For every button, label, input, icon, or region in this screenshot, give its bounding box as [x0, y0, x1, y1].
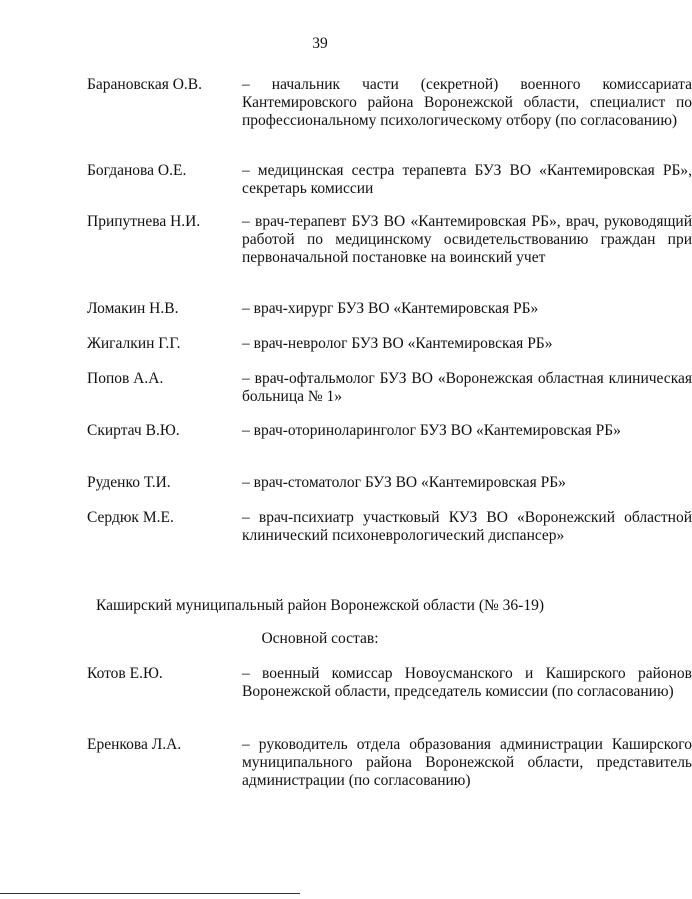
footer-rule	[0, 893, 300, 894]
section-subtitle: Основной состав:	[261, 630, 379, 647]
member-role: – медицинская сестра терапевта БУЗ ВО «Кантемировская РБ», секретарь комиссии	[242, 162, 692, 197]
member-name: Ломакин Н.В.	[87, 300, 179, 317]
member-role: – военный комиссар Новоусманского и Каширского районов Воронежской области, председатель комиссии (по согласованию)	[242, 665, 692, 700]
member-role: – врач-оториноларинголог БУЗ ВО «Кантемировская РБ»	[242, 422, 621, 439]
member-name: Богданова О.Е.	[87, 162, 187, 179]
member-role: – руководитель отдела образования администрации Каширского муниципального района Воронежской области, представитель администрации (по согласованию)	[242, 736, 692, 789]
member-role: – врач-стоматолог БУЗ ВО «Кантемировская РБ»	[242, 474, 566, 491]
member-role: – врач-офтальмолог БУЗ ВО «Воронежская областная клиническая больница № 1»	[242, 370, 692, 405]
member-name: Жигалкин Г.Г.	[87, 335, 181, 352]
member-name: Припутнева Н.И.	[87, 213, 201, 230]
member-name: Сердюк М.Е.	[87, 509, 174, 526]
member-name: Попов А.А.	[87, 370, 164, 387]
member-role: – начальник части (секретной) военного комиссариата Кантемировского района Воронежской области, специалист по профессиональному психологическому отбору (по согласованию)	[242, 76, 692, 129]
member-name: Еренкова Л.А.	[87, 736, 182, 753]
member-role: – врач-хирург БУЗ ВО «Кантемировская РБ»	[242, 300, 539, 317]
section-title: Каширский муниципальный район Воронежской области (№ 36-19)	[95, 597, 545, 614]
member-name: Руденко Т.И.	[87, 474, 171, 491]
member-name: Скиртач В.Ю.	[87, 422, 180, 439]
member-role: – врач-невролог БУЗ ВО «Кантемировская РБ»	[242, 335, 553, 352]
member-role: – врач-психиатр участковый КУЗ ВО «Воронежский областной клинический психоневрологический диспансер»	[242, 509, 692, 544]
member-name: Котов Е.Ю.	[87, 665, 163, 682]
member-role: – врач-терапевт БУЗ ВО «Кантемировская РБ», врач, руководящий работой по медицинскому освидетельствованию граждан при первоначальной постановке на воинский учет	[242, 213, 692, 266]
page-number: 39	[312, 35, 328, 52]
member-name: Барановская О.В.	[87, 76, 203, 93]
